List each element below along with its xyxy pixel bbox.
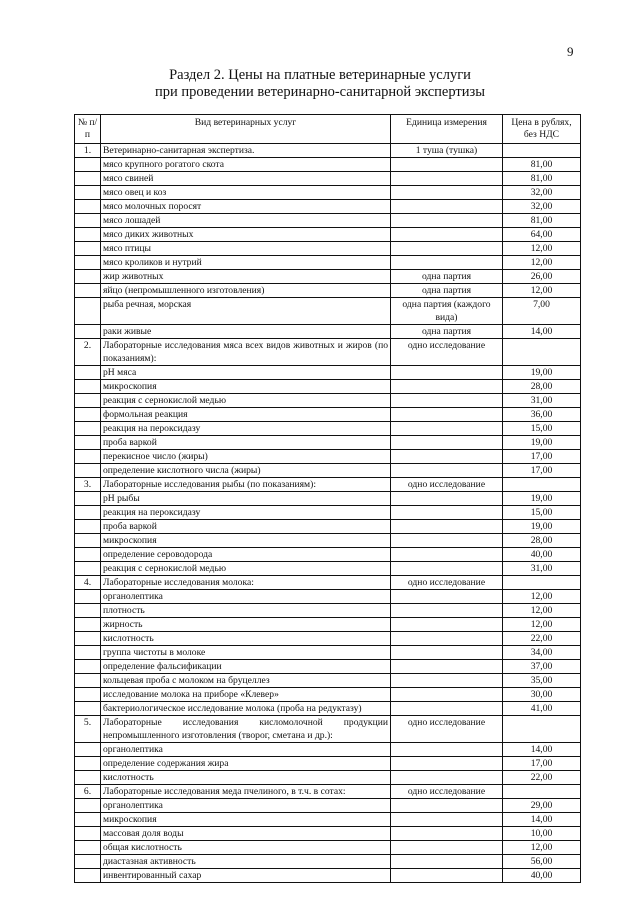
- price-value: 19,00: [503, 492, 581, 506]
- price-value: 19,00: [503, 366, 581, 380]
- table-row: [75, 771, 581, 785]
- unit-of-measure: [391, 813, 503, 827]
- row-number: [75, 506, 101, 520]
- row-number: [75, 632, 101, 646]
- table-row: [75, 534, 581, 548]
- unit-of-measure: [391, 632, 503, 646]
- page-title: [0, 67, 640, 101]
- service-name: органолептика: [101, 743, 391, 757]
- row-number: 4.: [75, 576, 101, 590]
- price-table: [74, 114, 581, 883]
- unit-of-measure: [391, 534, 503, 548]
- table-row: [75, 674, 581, 688]
- price-value: 28,00: [503, 534, 581, 548]
- header-unit: Единица измерения: [391, 115, 503, 144]
- row-number: [75, 450, 101, 464]
- unit-of-measure: [391, 366, 503, 380]
- unit-of-measure: [391, 618, 503, 632]
- row-number: [75, 394, 101, 408]
- unit-of-measure: [391, 674, 503, 688]
- row-number: [75, 618, 101, 632]
- unit-of-measure: [391, 228, 503, 242]
- row-number: [75, 270, 101, 284]
- row-number: [75, 841, 101, 855]
- service-name: группа чистоты в молоке: [101, 646, 391, 660]
- table-row: [75, 813, 581, 827]
- row-number: [75, 158, 101, 172]
- price-value: 14,00: [503, 325, 581, 339]
- service-name: реакция с сернокислой медью: [101, 394, 391, 408]
- row-number: [75, 702, 101, 716]
- table-row: [75, 394, 581, 408]
- row-number: [75, 520, 101, 534]
- unit-of-measure: [391, 855, 503, 869]
- price-value: 30,00: [503, 688, 581, 702]
- service-name: определение фальсификации: [101, 660, 391, 674]
- price-value: 32,00: [503, 200, 581, 214]
- price-value: [503, 339, 581, 366]
- table-row: [75, 548, 581, 562]
- unit-of-measure: [391, 506, 503, 520]
- price-value: [503, 785, 581, 799]
- table-row: [75, 172, 581, 186]
- service-name: Лабораторные исследования молока:: [101, 576, 391, 590]
- price-value: 56,00: [503, 855, 581, 869]
- table-row: [75, 688, 581, 702]
- unit-of-measure: [391, 590, 503, 604]
- unit-of-measure: одно исследование: [391, 716, 503, 743]
- service-name: рыба речная, морская: [101, 298, 391, 325]
- service-name: жир животных: [101, 270, 391, 284]
- unit-of-measure: [391, 827, 503, 841]
- service-name: реакция на пероксидазу: [101, 422, 391, 436]
- service-name: микроскопия: [101, 534, 391, 548]
- table-row: [75, 492, 581, 506]
- unit-of-measure: [391, 604, 503, 618]
- service-name: мясо птицы: [101, 242, 391, 256]
- service-name: мясо овец и коз: [101, 186, 391, 200]
- unit-of-measure: [391, 172, 503, 186]
- service-name: инвентированный сахар: [101, 869, 391, 883]
- row-number: 1.: [75, 144, 101, 158]
- service-name: микроскопия: [101, 813, 391, 827]
- service-name: раки живые: [101, 325, 391, 339]
- unit-of-measure: [391, 548, 503, 562]
- service-name: жирность: [101, 618, 391, 632]
- unit-of-measure: [391, 408, 503, 422]
- price-value: 19,00: [503, 436, 581, 450]
- price-value: 40,00: [503, 548, 581, 562]
- table-row: [75, 270, 581, 284]
- table-row: [75, 632, 581, 646]
- row-number: [75, 688, 101, 702]
- price-table-body: [75, 144, 581, 883]
- row-number: [75, 757, 101, 771]
- service-name: перекисное число (жиры): [101, 450, 391, 464]
- service-name: определение содержания жира: [101, 757, 391, 771]
- table-row: [75, 464, 581, 478]
- unit-of-measure: 1 туша (тушка): [391, 144, 503, 158]
- price-value: 34,00: [503, 646, 581, 660]
- price-value: 81,00: [503, 214, 581, 228]
- table-row: [75, 506, 581, 520]
- section-row: [75, 478, 581, 492]
- row-number: [75, 200, 101, 214]
- table-row: [75, 702, 581, 716]
- row-number: 5.: [75, 716, 101, 743]
- row-number: [75, 855, 101, 869]
- unit-of-measure: [391, 757, 503, 771]
- row-number: [75, 172, 101, 186]
- service-name: плотность: [101, 604, 391, 618]
- price-value: 35,00: [503, 674, 581, 688]
- price-value: 41,00: [503, 702, 581, 716]
- unit-of-measure: [391, 660, 503, 674]
- price-value: 17,00: [503, 450, 581, 464]
- row-number: [75, 242, 101, 256]
- price-value: [503, 576, 581, 590]
- unit-of-measure: одна партия: [391, 270, 503, 284]
- table-row: [75, 562, 581, 576]
- row-number: [75, 256, 101, 270]
- price-value: 22,00: [503, 771, 581, 785]
- table-row: [75, 325, 581, 339]
- section-row: [75, 785, 581, 799]
- price-value: 12,00: [503, 604, 581, 618]
- service-name: рН мяса: [101, 366, 391, 380]
- unit-of-measure: [391, 186, 503, 200]
- service-name: диастазная активность: [101, 855, 391, 869]
- price-value: 40,00: [503, 869, 581, 883]
- row-number: [75, 464, 101, 478]
- service-name: проба варкой: [101, 436, 391, 450]
- service-name: мясо диких животных: [101, 228, 391, 242]
- table-row: [75, 436, 581, 450]
- service-name: кислотность: [101, 771, 391, 785]
- table-row: [75, 228, 581, 242]
- unit-of-measure: [391, 450, 503, 464]
- service-name: Ветеринарно-санитарная экспертиза.: [101, 144, 391, 158]
- price-value: [503, 144, 581, 158]
- unit-of-measure: [391, 646, 503, 660]
- unit-of-measure: одна партия: [391, 325, 503, 339]
- price-value: 37,00: [503, 660, 581, 674]
- page-number: 9: [567, 44, 574, 59]
- row-number: [75, 298, 101, 325]
- table-row: [75, 450, 581, 464]
- price-value: 26,00: [503, 270, 581, 284]
- table-row: [75, 660, 581, 674]
- row-number: [75, 422, 101, 436]
- unit-of-measure: [391, 743, 503, 757]
- unit-of-measure: [391, 422, 503, 436]
- row-number: [75, 548, 101, 562]
- price-value: 15,00: [503, 422, 581, 436]
- table-row: [75, 827, 581, 841]
- unit-of-measure: [391, 464, 503, 478]
- price-value: 12,00: [503, 256, 581, 270]
- table-row: [75, 841, 581, 855]
- row-number: [75, 186, 101, 200]
- row-number: [75, 380, 101, 394]
- table-row: [75, 298, 581, 325]
- service-name: мясо свиней: [101, 172, 391, 186]
- service-name: Лабораторные исследования мяса всех видов животных и жиров (по показаниям):: [101, 339, 391, 366]
- unit-of-measure: [391, 520, 503, 534]
- unit-of-measure: одно исследование: [391, 785, 503, 799]
- service-name: формольная реакция: [101, 408, 391, 422]
- table-row: [75, 618, 581, 632]
- price-value: 15,00: [503, 506, 581, 520]
- header-number: № п/п: [75, 115, 101, 144]
- service-name: мясо лошадей: [101, 214, 391, 228]
- row-number: [75, 813, 101, 827]
- price-value: 64,00: [503, 228, 581, 242]
- price-value: 28,00: [503, 380, 581, 394]
- service-name: определение кислотного числа (жиры): [101, 464, 391, 478]
- service-name: Лабораторные исследования кисломолочной продукции непромышленного изготовления (творог, сметана и др.):: [101, 716, 391, 743]
- price-value: 22,00: [503, 632, 581, 646]
- row-number: [75, 366, 101, 380]
- price-value: 14,00: [503, 743, 581, 757]
- price-value: 36,00: [503, 408, 581, 422]
- price-value: 14,00: [503, 813, 581, 827]
- row-number: [75, 674, 101, 688]
- price-value: 81,00: [503, 172, 581, 186]
- row-number: 6.: [75, 785, 101, 799]
- service-name: мясо кроликов и нутрий: [101, 256, 391, 270]
- price-value: [503, 478, 581, 492]
- price-value: 17,00: [503, 464, 581, 478]
- price-value: [503, 716, 581, 743]
- unit-of-measure: [391, 771, 503, 785]
- section-row: [75, 339, 581, 366]
- table-row: [75, 214, 581, 228]
- unit-of-measure: [391, 200, 503, 214]
- unit-of-measure: одна партия: [391, 284, 503, 298]
- price-value: 32,00: [503, 186, 581, 200]
- title-line-2: при проведении ветеринарно-санитарной экспертизы: [155, 84, 485, 100]
- section-row: [75, 144, 581, 158]
- table-row: [75, 520, 581, 534]
- price-value: 17,00: [503, 757, 581, 771]
- service-name: массовая доля воды: [101, 827, 391, 841]
- title-line-1: Раздел 2. Цены на платные ветеринарные услуги: [169, 67, 471, 83]
- unit-of-measure: [391, 492, 503, 506]
- row-number: [75, 492, 101, 506]
- service-name: Лабораторные исследования меда пчелиного, в т.ч. в сотах:: [101, 785, 391, 799]
- service-name: бактериологическое исследование молока (проба на редуктазу): [101, 702, 391, 716]
- unit-of-measure: [391, 841, 503, 855]
- header-price: Цена в рублях, без НДС: [503, 115, 581, 144]
- row-number: 2.: [75, 339, 101, 366]
- unit-of-measure: одно исследование: [391, 478, 503, 492]
- section-row: [75, 716, 581, 743]
- service-name: реакция на пероксидазу: [101, 506, 391, 520]
- row-number: [75, 214, 101, 228]
- unit-of-measure: [391, 799, 503, 813]
- table-row: [75, 158, 581, 172]
- table-row: [75, 256, 581, 270]
- row-number: [75, 228, 101, 242]
- row-number: [75, 827, 101, 841]
- table-header-row: [75, 115, 581, 144]
- row-number: [75, 646, 101, 660]
- service-name: определение сероводорода: [101, 548, 391, 562]
- table-row: [75, 757, 581, 771]
- service-name: мясо молочных поросят: [101, 200, 391, 214]
- unit-of-measure: [391, 242, 503, 256]
- table-row: [75, 646, 581, 660]
- unit-of-measure: одно исследование: [391, 576, 503, 590]
- service-name: кислотность: [101, 632, 391, 646]
- price-value: 29,00: [503, 799, 581, 813]
- price-value: 31,00: [503, 562, 581, 576]
- table-row: [75, 590, 581, 604]
- price-value: 12,00: [503, 841, 581, 855]
- row-number: [75, 590, 101, 604]
- row-number: [75, 284, 101, 298]
- unit-of-measure: [391, 158, 503, 172]
- service-name: исследование молока на приборе «Клевер»: [101, 688, 391, 702]
- service-name: Лабораторные исследования рыбы (по показаниям):: [101, 478, 391, 492]
- table-row: [75, 869, 581, 883]
- table-row: [75, 743, 581, 757]
- unit-of-measure: [391, 436, 503, 450]
- service-name: общая кислотность: [101, 841, 391, 855]
- service-name: органолептика: [101, 799, 391, 813]
- table-row: [75, 186, 581, 200]
- price-value: 7,00: [503, 298, 581, 325]
- unit-of-measure: одно исследование: [391, 339, 503, 366]
- row-number: [75, 436, 101, 450]
- row-number: [75, 562, 101, 576]
- row-number: [75, 799, 101, 813]
- row-number: [75, 325, 101, 339]
- row-number: [75, 771, 101, 785]
- row-number: [75, 743, 101, 757]
- table-row: [75, 604, 581, 618]
- unit-of-measure: [391, 688, 503, 702]
- price-value: 12,00: [503, 590, 581, 604]
- service-name: органолептика: [101, 590, 391, 604]
- table-row: [75, 380, 581, 394]
- price-value: 12,00: [503, 284, 581, 298]
- unit-of-measure: [391, 394, 503, 408]
- price-value: 12,00: [503, 618, 581, 632]
- service-name: реакция с сернокислой медью: [101, 562, 391, 576]
- table-row: [75, 242, 581, 256]
- price-value: 12,00: [503, 242, 581, 256]
- table-row: [75, 200, 581, 214]
- service-name: мясо крупного рогатого скота: [101, 158, 391, 172]
- row-number: [75, 604, 101, 618]
- table-row: [75, 408, 581, 422]
- service-name: микроскопия: [101, 380, 391, 394]
- table-row: [75, 799, 581, 813]
- price-value: 31,00: [503, 394, 581, 408]
- service-name: яйцо (непромышленного изготовления): [101, 284, 391, 298]
- table-row: [75, 284, 581, 298]
- unit-of-measure: [391, 869, 503, 883]
- row-number: [75, 408, 101, 422]
- unit-of-measure: [391, 562, 503, 576]
- section-row: [75, 576, 581, 590]
- unit-of-measure: [391, 702, 503, 716]
- table-row: [75, 855, 581, 869]
- row-number: [75, 869, 101, 883]
- service-name: проба варкой: [101, 520, 391, 534]
- table-row: [75, 366, 581, 380]
- unit-of-measure: одна партия (каждого вида): [391, 298, 503, 325]
- price-value: 10,00: [503, 827, 581, 841]
- service-name: кольцевая проба с молоком на бруцеллез: [101, 674, 391, 688]
- header-service: Вид ветеринарных услуг: [101, 115, 391, 144]
- unit-of-measure: [391, 380, 503, 394]
- unit-of-measure: [391, 256, 503, 270]
- price-value: 81,00: [503, 158, 581, 172]
- row-number: [75, 534, 101, 548]
- service-name: рН рыбы: [101, 492, 391, 506]
- price-value: 19,00: [503, 520, 581, 534]
- unit-of-measure: [391, 214, 503, 228]
- row-number: [75, 660, 101, 674]
- row-number: 3.: [75, 478, 101, 492]
- table-row: [75, 422, 581, 436]
